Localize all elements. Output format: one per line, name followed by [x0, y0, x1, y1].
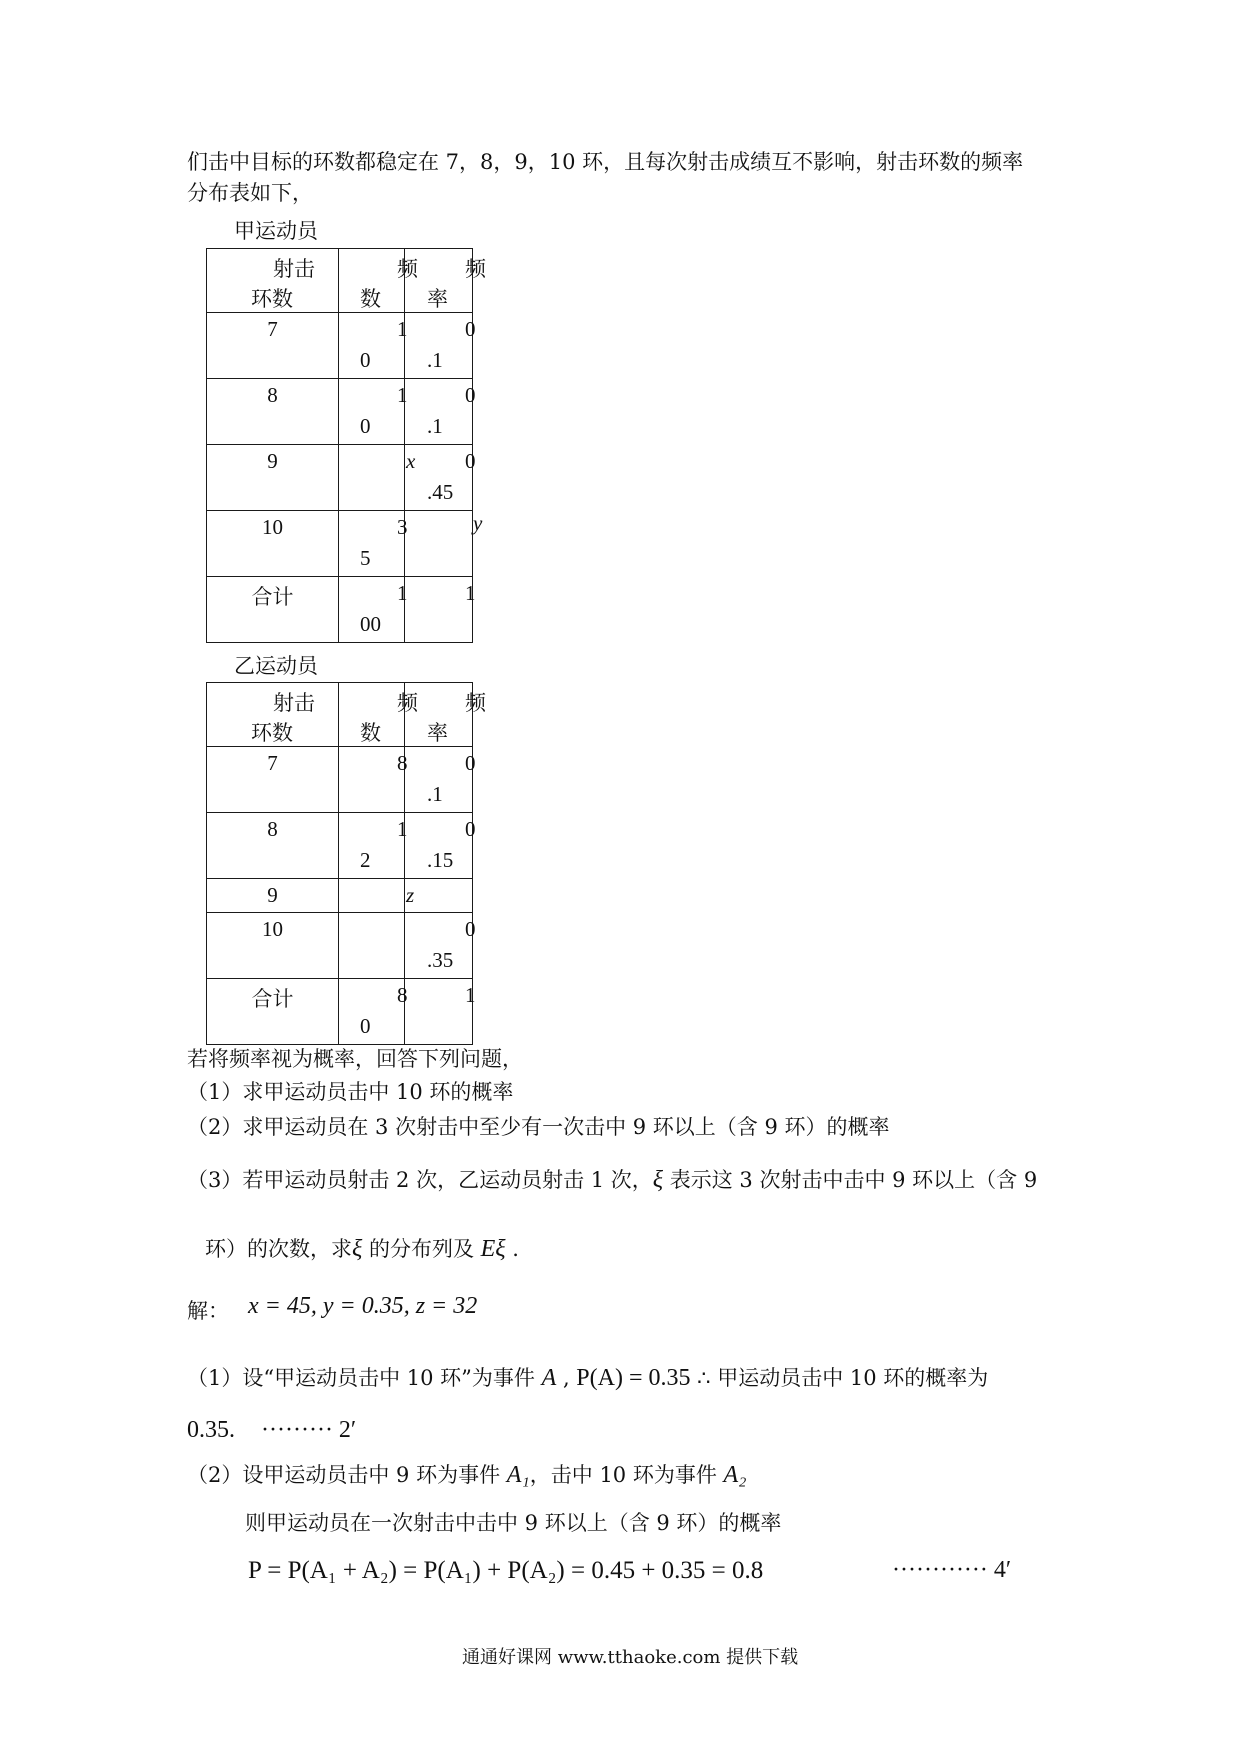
- count-top: 1: [397, 383, 408, 407]
- count-cell: [339, 313, 408, 379]
- solution-1-line-1: （1）设“甲运动员击中 10 环”为事件 A , P(A) = 0.35 ∴ 甲运动员击中 10 环的概率为: [187, 1365, 989, 1391]
- ring-value: 9: [267, 449, 278, 473]
- freq-cell: [405, 313, 476, 379]
- ring-cell: [207, 313, 339, 379]
- table-row: [207, 577, 473, 643]
- intro-line-1: 们击中目标的环数都稳定在 7，8，9，10 环，且每次射击成绩互不影响，射击环数的频率: [187, 150, 1024, 174]
- ring-cell: [207, 379, 339, 445]
- question-3-line-2: 环）的次数，求ξ 的分布列及 Eξ .: [205, 1236, 519, 1262]
- question-2: （2）求甲运动员在 3 次射击中至少有一次击中 9 环以上（含 9 环）的概率: [187, 1115, 890, 1139]
- header-label: 率: [427, 287, 448, 311]
- ring-cell: [207, 813, 339, 879]
- ring-value: 9: [267, 883, 278, 907]
- header-ring-cell: [207, 249, 339, 313]
- ring-cell: [207, 879, 339, 913]
- freq-bottom: .35: [427, 948, 454, 972]
- count-top: 8: [397, 983, 408, 1007]
- ring-cell: [207, 511, 339, 577]
- ring-value: 合计: [251, 585, 294, 609]
- freq-top: 0: [465, 383, 476, 407]
- table-row: [207, 979, 473, 1045]
- footer: 通通好课网 www.tthaoke.com 提供下载: [462, 1647, 799, 1668]
- header-label: 数: [360, 287, 381, 311]
- ring-cell: [207, 913, 339, 979]
- ring-value: 7: [267, 751, 278, 775]
- header-label: 数: [360, 721, 381, 745]
- ring-value: 10: [262, 515, 283, 539]
- freq-top: 0: [465, 317, 476, 341]
- freq-top: 1: [465, 581, 476, 605]
- freq-bottom: .1: [427, 414, 443, 438]
- freq-top: 0: [465, 751, 476, 775]
- freq-top: 0: [465, 817, 476, 841]
- table-row: [207, 379, 473, 445]
- count-cell: [339, 979, 408, 1045]
- count-top: 1: [397, 817, 408, 841]
- ring-value: 10: [262, 917, 283, 941]
- solution-2-line-1: （2）设甲运动员击中 9 环为事件 A₁，击中 10 环为事件 A₂: [187, 1462, 747, 1488]
- header-label: 环数: [251, 721, 293, 745]
- table-jia: [206, 248, 486, 643]
- freq-cell: [405, 445, 476, 511]
- header-label: 环数: [251, 287, 293, 311]
- table-row: [207, 879, 473, 913]
- freq-top: 0: [465, 449, 476, 473]
- ring-value: 合计: [251, 987, 294, 1011]
- freq-cell: [405, 879, 473, 913]
- count-top: 8: [397, 751, 408, 775]
- header-freq-cell: [405, 249, 486, 313]
- header-label: 频: [397, 257, 418, 281]
- table-header-row: [207, 249, 473, 313]
- freq-cell: [405, 747, 476, 813]
- ring-value: 7: [267, 317, 278, 341]
- freq-variable: z: [406, 883, 415, 907]
- ring-value: 8: [267, 383, 278, 407]
- question-3-line-1: （3）若甲运动员射击 2 次，乙运动员射击 1 次，ξ 表示这 3 次射击中击中 9 环以上（含 9: [187, 1167, 1038, 1193]
- freq-cell: [405, 511, 483, 577]
- count-top: 1: [397, 317, 408, 341]
- header-count-cell: [339, 249, 418, 313]
- table-row: [207, 813, 473, 879]
- solution-2-mark: ············ 4′: [892, 1557, 1012, 1583]
- freq-cell: [405, 913, 476, 979]
- questions-lead: 若将频率视为概率，回答下列问题，: [187, 1047, 523, 1071]
- freq-cell: [405, 979, 476, 1045]
- ring-cell: [207, 979, 339, 1045]
- ring-value: 8: [267, 817, 278, 841]
- count-top: 3: [397, 515, 408, 539]
- table-row: [207, 747, 473, 813]
- intro-line-2: 分布表如下，: [187, 181, 313, 205]
- ring-cell: [207, 445, 339, 511]
- count-top: 1: [397, 581, 408, 605]
- solution-label: 解：: [187, 1299, 229, 1323]
- freq-variable: y: [473, 511, 483, 535]
- count-cell: [339, 813, 408, 879]
- count-bottom: 0: [360, 1014, 371, 1038]
- count-cell: [339, 913, 405, 979]
- freq-bottom: .45: [427, 480, 454, 504]
- count-cell: [339, 445, 405, 511]
- count-bottom: 0: [360, 348, 371, 372]
- header-label: 频: [397, 691, 418, 715]
- table-header-row: [207, 683, 473, 747]
- header-label: 射击: [273, 257, 315, 281]
- solution-2-formula: P = P(A₁ + A₂) = P(A₁) + P(A₂) = 0.45 + 0.35 = 0.8: [248, 1557, 764, 1584]
- freq-variable: x: [406, 449, 416, 473]
- table-row: [207, 313, 473, 379]
- solution-2-line-2: 则甲运动员在一次射击中击中 9 环以上（含 9 环）的概率: [245, 1511, 782, 1535]
- table-row: [207, 511, 473, 577]
- header-ring-cell: [207, 683, 339, 747]
- freq-cell: [405, 813, 476, 879]
- table-yi: [206, 682, 486, 1045]
- count-cell: [339, 879, 405, 913]
- freq-cell: [405, 577, 476, 643]
- count-cell: [339, 379, 408, 445]
- count-cell: [339, 511, 408, 577]
- table-jia-title: 甲运动员: [234, 219, 318, 243]
- header-label: 射击: [273, 691, 315, 715]
- count-bottom: 2: [360, 848, 371, 872]
- header-label: 率: [427, 721, 448, 745]
- header-label: 频: [465, 691, 486, 715]
- count-cell: [339, 747, 408, 813]
- count-bottom: 0: [360, 414, 371, 438]
- freq-bottom: .1: [427, 348, 443, 372]
- question-1: （1）求甲运动员击中 10 环的概率: [187, 1080, 514, 1104]
- table-yi-title: 乙运动员: [234, 654, 318, 678]
- count-bottom: 5: [360, 546, 371, 570]
- ring-cell: [207, 747, 339, 813]
- ring-cell: [207, 577, 339, 643]
- freq-top: 0: [465, 917, 476, 941]
- header-freq-cell: [405, 683, 486, 747]
- solution-1-line-2: 0.35. ········· 2′: [187, 1417, 357, 1443]
- freq-top: 1: [465, 983, 476, 1007]
- freq-bottom: .1: [427, 782, 443, 806]
- table-row: [207, 445, 473, 511]
- header-count-cell: [339, 683, 418, 747]
- freq-bottom: .15: [427, 848, 454, 872]
- header-label: 频: [465, 257, 486, 281]
- freq-cell: [405, 379, 476, 445]
- count-bottom: 00: [360, 612, 381, 636]
- solution-values: x = 45, y = 0.35, z = 32: [248, 1293, 478, 1319]
- table-row: [207, 913, 473, 979]
- count-cell: [339, 577, 408, 643]
